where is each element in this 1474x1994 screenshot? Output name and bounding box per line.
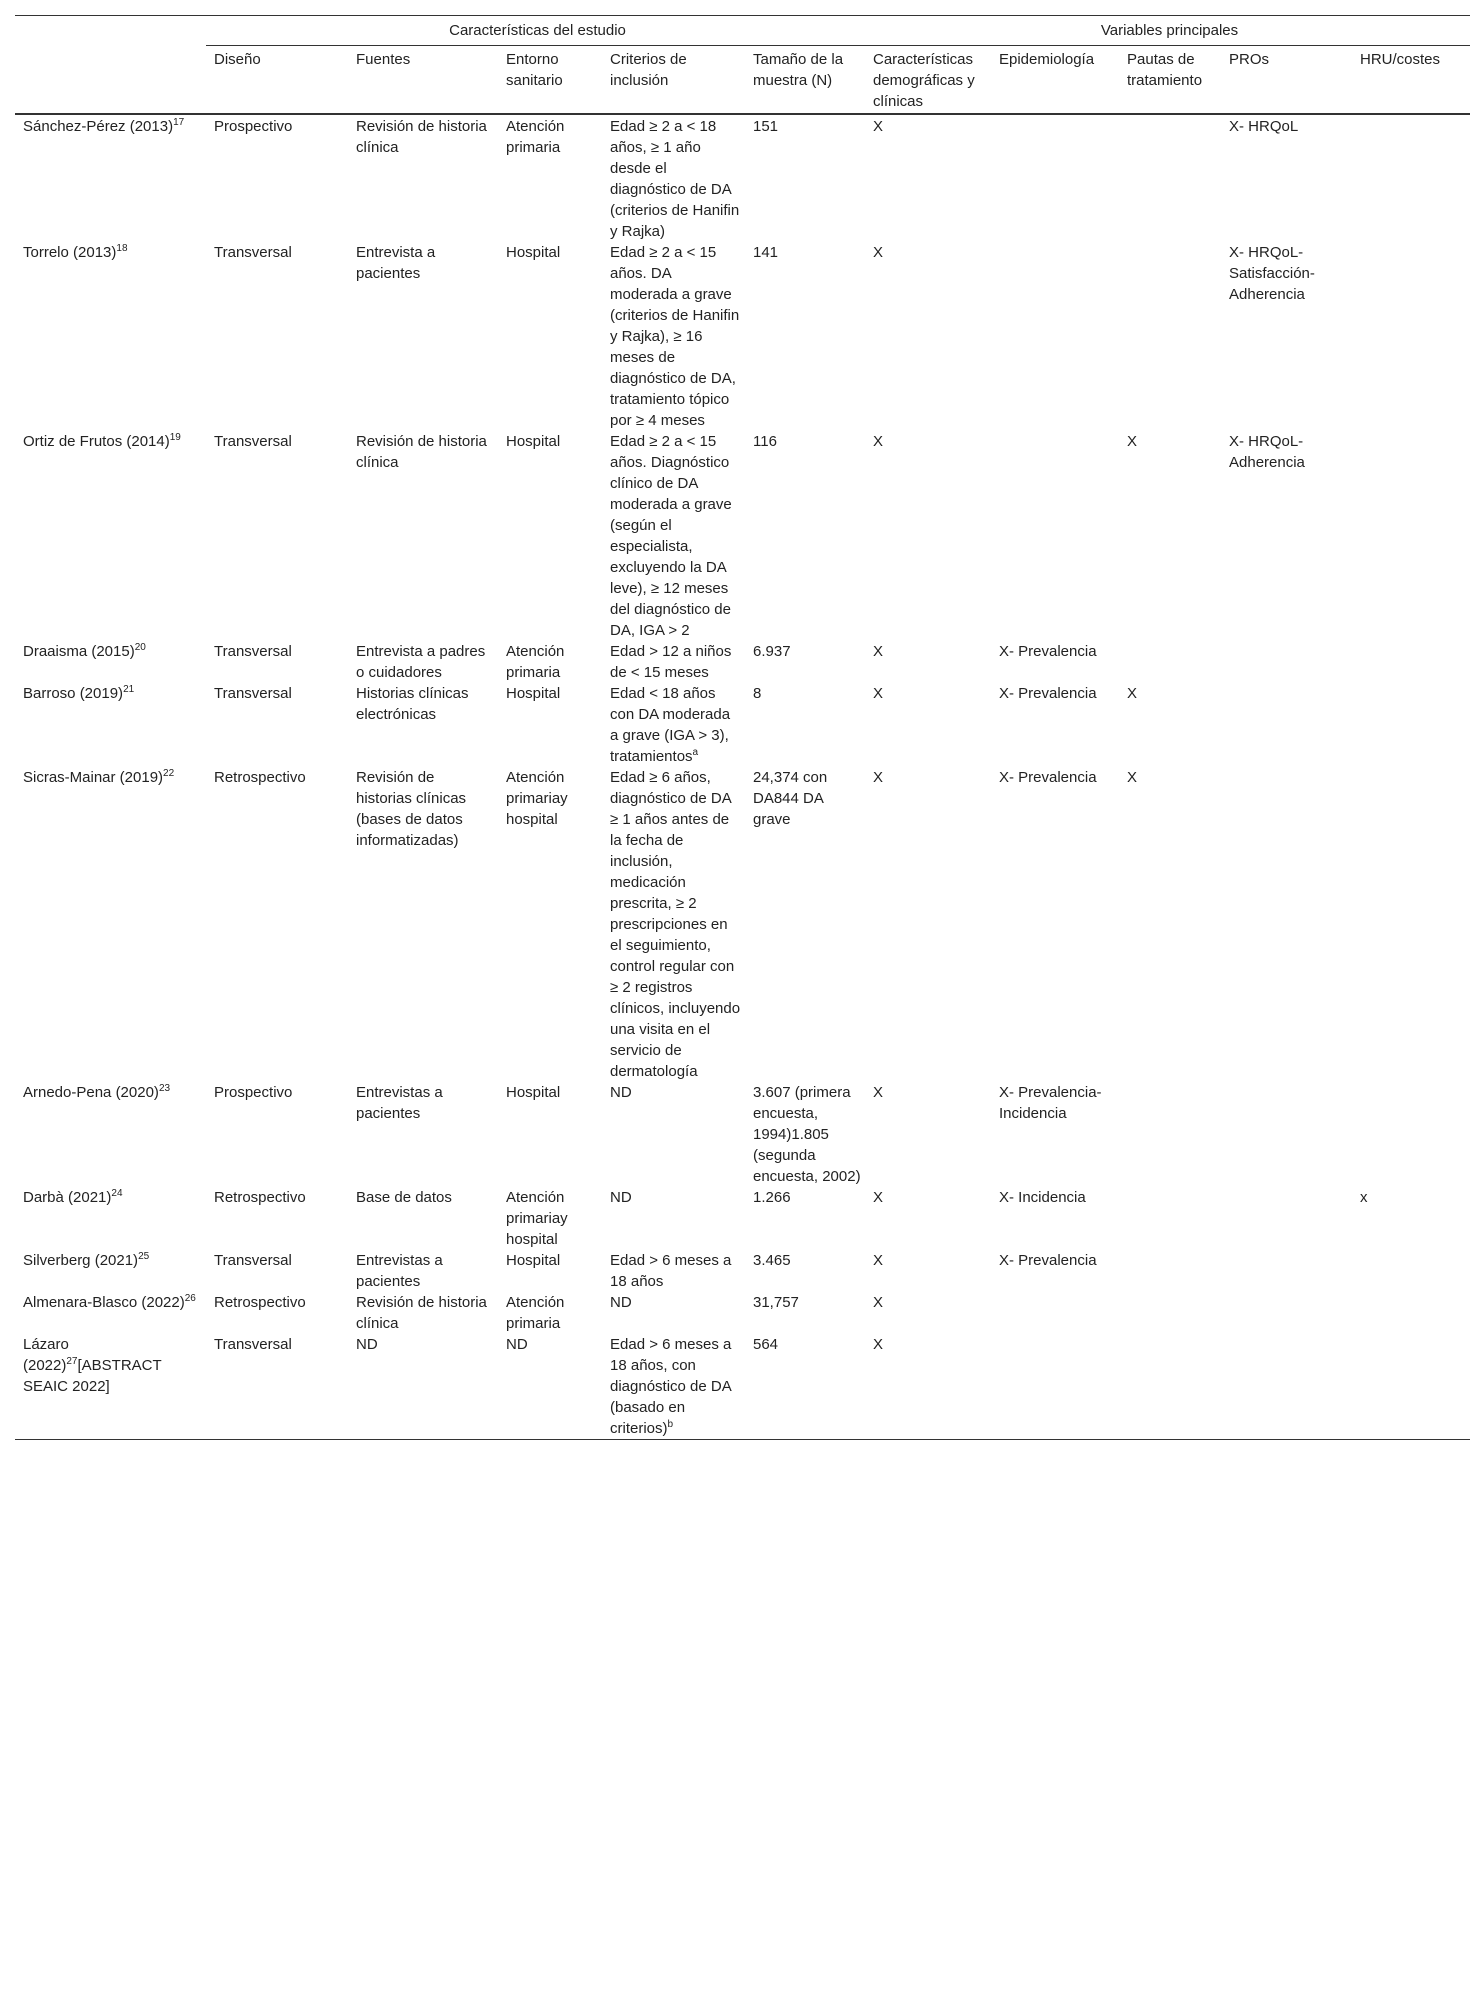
reference-number: 21 [123, 684, 135, 695]
pros-cell [1221, 767, 1352, 1082]
study-cell [15, 1292, 206, 1334]
table-row [15, 641, 1470, 683]
study-table-container [15, 15, 1470, 1440]
hru-costs-cell [1352, 1292, 1470, 1334]
criteria-text: Edad ≥ 6 años, diagnóstico de DA ≥ 1 años antes de la fecha de inclusión, medicación prescrita, ≥ 2 prescripciones en el seguimiento, control regular con ≥ 2 registros clínicos, incluyendo una visita en el servicio de dermatología [610, 769, 741, 1080]
header-group-row [15, 16, 1470, 46]
design-cell: Transversal [214, 685, 292, 702]
study-cell [15, 683, 206, 767]
inclusion-criteria-cell [602, 242, 745, 431]
demographics-cell: X [873, 1252, 884, 1269]
epidemiology-cell [991, 1334, 1119, 1440]
hru-costs-cell [1352, 114, 1470, 242]
source-cell: Historias clínicas electrónicas [356, 685, 469, 723]
header-empty-cell [15, 16, 206, 46]
setting-cell: Hospital [506, 1084, 561, 1101]
source-cell: Entrevista a pacientes [356, 244, 436, 282]
inclusion-criteria-cell [602, 1187, 745, 1250]
reference-number: 18 [116, 243, 128, 254]
study-cell [15, 1082, 206, 1187]
pros-cell [1221, 1292, 1352, 1334]
criteria-text: Edad > 6 meses a 18 años, con diagnóstico de DA (basado en criterios) [610, 1336, 732, 1437]
treatment-patterns-cell [1119, 114, 1221, 242]
inclusion-criteria-cell [602, 641, 745, 683]
hru-costs-cell [1352, 242, 1470, 431]
reference-number: 23 [158, 1083, 171, 1094]
setting-cell: Atención primariay hospital [506, 1189, 568, 1248]
reference-number: 26 [184, 1293, 196, 1304]
epidemiology-cell: X- Incidencia [999, 1189, 1086, 1206]
hru-costs-cell [1352, 431, 1470, 641]
criteria-text: Edad ≥ 2 a < 15 años. Diagnóstico clínico de DA moderada a grave (según el especialista, excluyendo la DA leve), ≥ 12 meses del diagnóstico de DA, IGA > 2 [610, 433, 732, 639]
treatment-patterns-cell [1119, 242, 1221, 431]
treatment-patterns-cell [1119, 1334, 1221, 1440]
pros-cell [1221, 1187, 1352, 1250]
reference-number: 22 [163, 768, 175, 779]
pros-cell [1221, 1250, 1352, 1292]
hru-costs-cell [1352, 641, 1470, 683]
study-name: Sicras-Mainar (2019) [23, 769, 164, 786]
pros-cell [1221, 1082, 1352, 1187]
epidemiology-cell: X- Prevalencia [999, 643, 1097, 660]
treatment-patterns-cell: X [1127, 433, 1138, 450]
source-cell: Entrevistas a pacientes [356, 1252, 443, 1290]
hru-costs-cell [1352, 1250, 1470, 1292]
study-characteristics-table [15, 15, 1470, 1440]
table-row [15, 1292, 1470, 1334]
table-row [15, 114, 1470, 242]
study-name: Silverberg (2021) [23, 1252, 139, 1269]
hru-costs-cell [1352, 1082, 1470, 1187]
treatment-patterns-cell [1119, 1250, 1221, 1292]
treatment-patterns-cell: X [1127, 769, 1138, 786]
column-header: Fuentes [356, 51, 411, 68]
column-header: Epidemiología [999, 51, 1095, 68]
sample-size-cell: 3.607 (primera encuesta, 1994)1.805 (segunda encuesta, 2002) [753, 1084, 861, 1185]
study-name: Lázaro (2022) [23, 1336, 69, 1374]
design-cell: Prospectivo [214, 1084, 293, 1101]
epidemiology-cell [991, 114, 1119, 242]
header-group-study-characteristics: Características del estudio [206, 16, 865, 46]
column-header: Criterios de inclusión [610, 51, 687, 89]
criteria-text: Edad < 18 años con DA moderada a grave (IGA > 3), tratamientos [610, 685, 731, 765]
header-group-main-variables: Variables principales [865, 16, 1470, 46]
study-name: Darbà (2021) [23, 1189, 112, 1206]
table-row [15, 683, 1470, 767]
pros-cell [1221, 641, 1352, 683]
sample-size-cell: 3.465 [753, 1252, 791, 1269]
reference-number: 27 [66, 1356, 78, 1367]
column-header: Características demográficas y clínicas [873, 51, 975, 110]
demographics-cell: X [873, 685, 884, 702]
criteria-text: ND [610, 1084, 632, 1101]
reference-number: 24 [111, 1188, 123, 1199]
footnote-marker: b [667, 1419, 674, 1430]
reference-number: 17 [173, 117, 185, 128]
design-cell: Transversal [214, 1252, 292, 1269]
sample-size-cell: 24,374 con DA844 DA grave [753, 769, 828, 828]
treatment-patterns-cell: X [1127, 685, 1138, 702]
study-name: Ortiz de Frutos (2014) [23, 433, 170, 450]
inclusion-criteria-cell [602, 114, 745, 242]
table-row [15, 1187, 1470, 1250]
demographics-cell: X [873, 433, 884, 450]
setting-cell: Hospital [506, 244, 561, 261]
reference-number: 20 [134, 642, 146, 653]
treatment-patterns-cell [1119, 1187, 1221, 1250]
design-cell: Transversal [214, 643, 292, 660]
inclusion-criteria-cell [602, 1250, 745, 1292]
criteria-text: Edad ≥ 2 a < 15 años. DA moderada a grave (criterios de Hanifin y Rajka), ≥ 16 meses de diagnóstico de DA, tratamiento tópico por ≥ 4 meses [610, 244, 740, 429]
epidemiology-cell [991, 431, 1119, 641]
epidemiology-cell: X- Prevalencia [999, 685, 1097, 702]
column-header: Tamaño de la muestra (N) [753, 51, 844, 89]
footnote-marker: a [692, 747, 699, 758]
study-cell [15, 1334, 206, 1440]
reference-number: 19 [169, 432, 181, 443]
inclusion-criteria-cell [602, 683, 745, 767]
study-rows [15, 114, 1470, 1440]
pros-cell [1221, 683, 1352, 767]
epidemiology-cell: X- Prevalencia [999, 1252, 1097, 1269]
epidemiology-cell: X- Prevalencia- Incidencia [999, 1084, 1102, 1122]
column-header: Pautas de tratamiento [1127, 51, 1203, 89]
study-suffix: [ABSTRACT SEAIC 2022] [23, 1357, 162, 1395]
treatment-patterns-cell [1119, 1292, 1221, 1334]
setting-cell: Atención primariay hospital [506, 769, 568, 828]
column-header: Diseño [214, 51, 261, 68]
treatment-patterns-cell [1119, 1082, 1221, 1187]
design-cell: Retrospectivo [214, 1294, 306, 1311]
treatment-patterns-cell [1119, 641, 1221, 683]
source-cell: ND [356, 1336, 378, 1353]
pros-cell [1221, 1334, 1352, 1440]
setting-cell: Atención primaria [506, 118, 565, 156]
setting-cell: Hospital [506, 433, 561, 450]
source-cell: Revisión de historia clínica [356, 118, 487, 156]
pros-cell: X- HRQoL- Adherencia [1229, 433, 1305, 471]
hru-costs-cell [1352, 1334, 1470, 1440]
hru-costs-cell [1352, 683, 1470, 767]
source-cell: Entrevistas a pacientes [356, 1084, 443, 1122]
criteria-text: ND [610, 1189, 632, 1206]
demographics-cell: X [873, 643, 884, 660]
inclusion-criteria-cell [602, 1292, 745, 1334]
setting-cell: Atención primaria [506, 1294, 565, 1332]
demographics-cell: X [873, 1294, 884, 1311]
table-row [15, 1250, 1470, 1292]
criteria-text: Edad ≥ 2 a < 18 años, ≥ 1 año desde el diagnóstico de DA (criterios de Hanifin y Rajka) [610, 118, 740, 240]
epidemiology-cell: X- Prevalencia [999, 769, 1097, 786]
study-name: Sánchez-Pérez (2013) [23, 118, 174, 135]
header-study-cell [15, 46, 206, 115]
hru-costs-cell: x [1360, 1189, 1368, 1206]
table-row [15, 1082, 1470, 1187]
pros-cell: X- HRQoL- Satisfacción- Adherencia [1229, 244, 1315, 303]
table-row [15, 431, 1470, 641]
setting-cell: Hospital [506, 685, 561, 702]
study-cell [15, 767, 206, 1082]
setting-cell: Atención primaria [506, 643, 565, 681]
epidemiology-cell [991, 242, 1119, 431]
criteria-text: Edad > 12 a niños de < 15 meses [610, 643, 732, 681]
design-cell: Retrospectivo [214, 1189, 306, 1206]
source-cell: Entrevista a padres o cuidadores [356, 643, 486, 681]
design-cell: Prospectivo [214, 118, 293, 135]
study-cell [15, 114, 206, 242]
inclusion-criteria-cell [602, 767, 745, 1082]
sample-size-cell: 116 [753, 433, 777, 450]
source-cell: Revisión de historia clínica [356, 433, 487, 471]
table-row [15, 1334, 1470, 1440]
design-cell: Transversal [214, 244, 292, 261]
source-cell: Revisión de historia clínica [356, 1294, 487, 1332]
criteria-text: Edad > 6 meses a 18 años [610, 1252, 732, 1290]
demographics-cell: X [873, 1336, 884, 1353]
study-name: Torrelo (2013) [23, 244, 117, 261]
header-columns-row [15, 46, 1470, 115]
reference-number: 25 [138, 1251, 150, 1262]
pros-cell: X- HRQoL [1229, 118, 1299, 135]
study-cell [15, 242, 206, 431]
epidemiology-cell [991, 1292, 1119, 1334]
setting-cell: ND [506, 1336, 528, 1353]
inclusion-criteria-cell [602, 1334, 745, 1440]
criteria-text: ND [610, 1294, 632, 1311]
column-header: PROs [1229, 51, 1270, 68]
study-name: Almenara-Blasco (2022) [23, 1294, 185, 1311]
column-header: Entorno sanitario [506, 51, 563, 89]
column-header: HRU/costes [1360, 51, 1441, 68]
sample-size-cell: 6.937 [753, 643, 791, 660]
table-row [15, 767, 1470, 1082]
demographics-cell: X [873, 1189, 884, 1206]
demographics-cell: X [873, 769, 884, 786]
design-cell: Transversal [214, 1336, 292, 1353]
table-row [15, 242, 1470, 431]
sample-size-cell: 8 [753, 685, 762, 702]
inclusion-criteria-cell [602, 1082, 745, 1187]
study-name: Draaisma (2015) [23, 643, 135, 660]
design-cell: Transversal [214, 433, 292, 450]
design-cell: Retrospectivo [214, 769, 306, 786]
inclusion-criteria-cell [602, 431, 745, 641]
sample-size-cell: 564 [753, 1336, 779, 1353]
demographics-cell: X [873, 1084, 884, 1101]
setting-cell: Hospital [506, 1252, 561, 1269]
sample-size-cell: 1.266 [753, 1189, 791, 1206]
demographics-cell: X [873, 118, 884, 135]
sample-size-cell: 151 [753, 118, 779, 135]
hru-costs-cell [1352, 767, 1470, 1082]
sample-size-cell: 31,757 [753, 1294, 799, 1311]
sample-size-cell: 141 [753, 244, 779, 261]
study-name: Arnedo-Pena (2020) [23, 1084, 159, 1101]
study-cell [15, 1187, 206, 1250]
source-cell: Revisión de historias clínicas (bases de datos informatizadas) [356, 769, 467, 849]
demographics-cell: X [873, 244, 884, 261]
study-name: Barroso (2019) [23, 685, 124, 702]
study-cell [15, 1250, 206, 1292]
study-cell [15, 431, 206, 641]
source-cell: Base de datos [356, 1189, 452, 1206]
study-cell [15, 641, 206, 683]
